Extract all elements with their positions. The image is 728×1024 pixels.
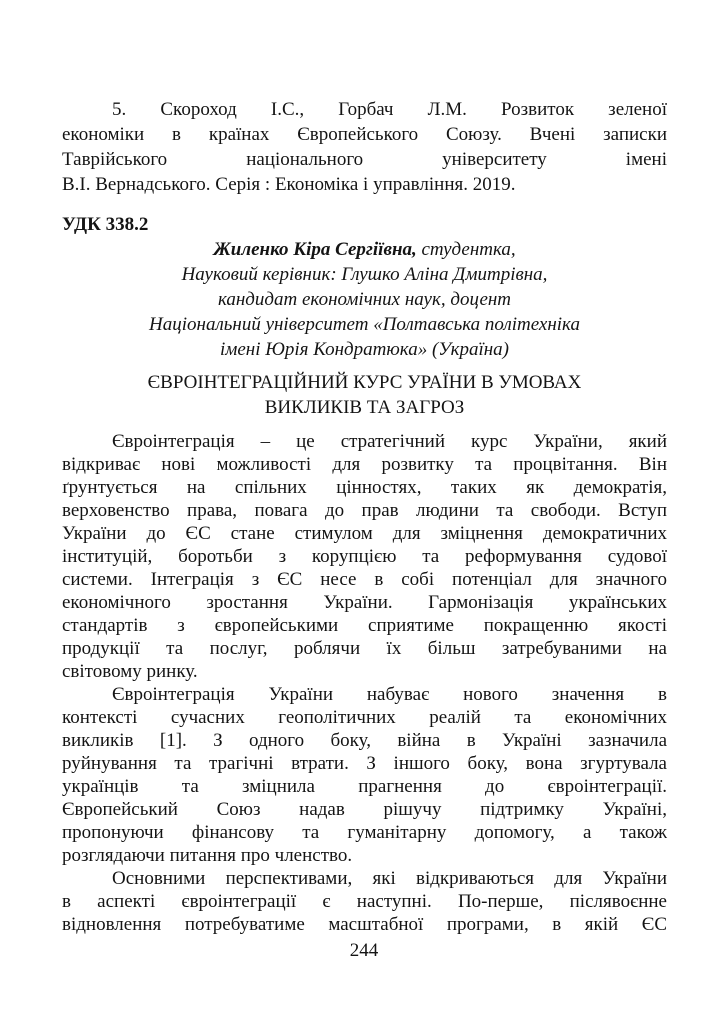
reference-item <box>62 97 667 197</box>
author-affiliation-lines <box>62 262 667 362</box>
text-line: України до ЄС стане стимулом для зміцнення демократичних <box>62 523 667 544</box>
text-line: Таврійського національного університету імені <box>62 149 667 170</box>
text-line: розглядаючи питання про членство. <box>62 845 353 866</box>
text-line: ґрунтується на спільних цінностях, таких як демократія, <box>62 477 667 498</box>
text-line: Основними перспективами, які відкриваються для України <box>112 868 667 889</box>
text-line: пропонуючи фінансову та гуманітарну допомогу, а також <box>62 822 667 843</box>
page-content <box>62 97 667 936</box>
article-title <box>62 370 667 420</box>
body-paragraph-1 <box>62 430 667 683</box>
body-paragraph-3 <box>62 867 667 936</box>
text-line: Науковий керівник: Глушко Аліна Дмитрівна, <box>181 264 548 285</box>
text-line: економічного зростання України. Гармонізація українських <box>62 592 667 613</box>
text-line: економіки в країнах Європейського Союзу. Вчені записки <box>62 124 667 145</box>
text-line: Європейський Союз надав рішучу підтримку Україні, <box>62 799 667 820</box>
text-line: стандартів з європейськими сприятиме покращенню якості <box>62 615 667 636</box>
text-line: інституцій, боротьби з корупцією та реформування судової <box>62 546 667 567</box>
text-line: світовому ринку. <box>62 661 198 682</box>
text-line: системи. Інтеграція з ЄС несе в собі потенціал для значного <box>62 569 667 590</box>
text-line: продукції та послуг, роблячи їх більш затребуваними на <box>62 638 667 659</box>
text-line: імені Юрія Кондратюка» (Україна) <box>219 339 510 360</box>
author-block <box>62 237 667 362</box>
text-line: Євроінтеграція України набуває нового значення в <box>112 684 667 705</box>
text-line: Національний університет «Полтавська політехніка <box>149 314 580 335</box>
text-line: в аспекті євроінтеграції є наступні. По-перше, післявоєнне <box>62 891 667 912</box>
text-line: контексті сучасних геополітичних реалій та економічних <box>62 707 667 728</box>
author-role: студентка, <box>421 239 516 260</box>
text-line: В.І. Вернадського. Серія : Економіка і управління. 2019. <box>62 174 516 195</box>
text-line: викликів [1]. З одного боку, війна в Україні зазначила <box>62 730 667 751</box>
text-line: кандидат економічних наук, доцент <box>217 289 512 310</box>
text-line: руйнування та трагічні втрати. З іншого боку, вона згуртувала <box>62 753 667 774</box>
text-line: Євроінтеграція – це стратегічний курс України, який <box>112 431 667 452</box>
text-line: 5. Скороход І.С., Горбач Л.М. Розвиток зеленої <box>112 99 667 120</box>
text-line: українців та зміцнила прагнення до євроінтеграції. <box>62 776 667 797</box>
body-paragraph-2 <box>62 683 667 867</box>
author-name-line <box>62 237 667 262</box>
text-line: ВИКЛИКІВ ТА ЗАГРОЗ <box>264 397 465 418</box>
udc-code: УДК 338.2 <box>62 214 149 235</box>
author-name: Жиленко Кіра Сергіївна, <box>213 239 417 260</box>
page-number: 244 <box>349 940 379 961</box>
text-line: відкриває нові можливості для розвитку та процвітання. Він <box>62 454 667 475</box>
text-line: ЄВРОІНТЕГРАЦІЙНИЙ КУРС УРАЇНИ В УМОВАХ <box>147 372 582 393</box>
text-line: відновлення потребуватиме масштабної програми, в якій ЄС <box>62 914 667 935</box>
text-line: верховенство права, повага до прав людини та свободи. Вступ <box>62 500 667 521</box>
